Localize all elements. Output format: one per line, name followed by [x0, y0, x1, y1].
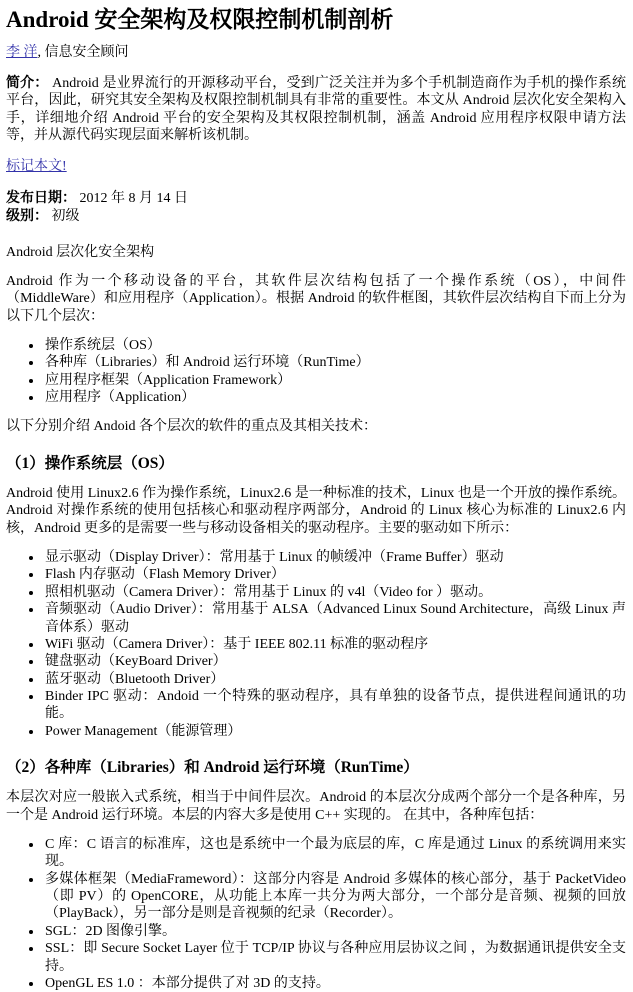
heading-libraries-runtime: （2）各种库（Libraries）和 Android 运行环境（RunTime） [6, 759, 419, 777]
os-paragraph: Android 使用 Linux2.6 作为操作系统，Linux2.6 是一种标准的技术，Linux 也是一个开放的操作系统。Android 对操作系统的使用包括核心和驱动程序两部分，Android 的 Linux 核心为标准的 Linux2.6 内核，Android 更多的是需要一些与移动设备相关的驱动程序。主要的驱动如下所示： [6, 486, 626, 536]
byline [6, 44, 626, 61]
list-item: • 各种库（Libraries）和 Android 运行环境（RunTime） [43, 354, 626, 371]
list-item: • WiFi 驱动（Camera Driver）：基于 IEEE 802.11 标准的驱动程序 [43, 636, 626, 653]
libs-paragraph: 本层次对应一般嵌入式系统，相当于中间件层次。Android 的本层次分成两个部分一个是各种库，另一个是 Android 运行环境。本层的内容大多是使用 C++ 实现的。 在其中，各种库包括： [6, 790, 626, 823]
list-item: • OpenGL ES 1.0 ：本部分提供了对 3D 的支持。 [43, 975, 626, 992]
list-item: • 操作系统层（OS） [43, 337, 626, 354]
layers-outro: 以下分别介绍 Andoid 各个层次的软件的重点及其相关技术： [6, 419, 377, 435]
heading-os-layer: （1）操作系统层（OS） [6, 454, 174, 472]
abstract-label: 简介： [6, 75, 49, 91]
list-item: • Power Management（能源管理） [43, 723, 626, 740]
list-item: • SGL：2D 图像引擎。 [43, 923, 626, 940]
list-item: • Binder IPC 驱动：Andoid 一个特殊的驱动程序，具有单独的设备节点，提供进程间通讯的功能。 [43, 688, 626, 723]
bookmark-link[interactable]: 标记本文! [6, 159, 67, 175]
list-item: • 蓝牙驱动（Bluetooth Driver） [43, 671, 626, 688]
page-title: Android 安全架构及权限控制机制剖析 [6, 7, 394, 32]
abstract [6, 75, 626, 144]
author-link[interactable]: 李 洋 [6, 44, 38, 60]
level-value: 初级 [51, 208, 80, 224]
driver-list [6, 549, 626, 740]
list-item: • 应用程序框架（Application Framework） [43, 372, 626, 389]
library-list [6, 836, 626, 992]
list-item: • SSL：即 Secure Socket Layer 位于 TCP/IP 协议与各种应用层协议之间 ，为数据通讯提供安全支持。 [43, 940, 626, 975]
list-item: • 应用程序（Application） [43, 389, 626, 406]
layer-list [6, 337, 626, 406]
level-label: 级别： [6, 208, 48, 224]
article-meta [6, 190, 626, 226]
bookmark-line [6, 158, 626, 175]
list-item: • 多媒体框架（MediaFrameword）：这部分内容是 Android 多媒体的核心部分，基于 PacketVideo（即 PV）的 OpenCORE，从功能上本库一共分为两大部分，一个部分是音频、视频的回放（PlayBack），另一部分是则是音视频的纪录（Recorder）。 [43, 871, 626, 923]
list-item: • 音频驱动（Audio Driver）：常用基于 ALSA（Advanced Linux Sound Architecture，高级 Linux 声音体系）驱动 [43, 601, 626, 636]
publish-date-value: 2012 年 8 月 14 日 [79, 190, 188, 206]
section-arch-title: Android 层次化安全架构 [6, 244, 155, 260]
list-item: • C 库：C 语言的标准库，这也是系统中一个最为底层的库，C 库是通过 Linux 的系统调用来实现。 [43, 836, 626, 871]
list-item: • 显示驱动（Display Driver）：常用基于 Linux 的帧缓冲（Frame Buffer）驱动 [43, 549, 626, 566]
arch-paragraph: Android 作为一个移动设备的平台，其软件层次结构包括了一个操作系统（OS），中间件（MiddleWare）和应用程序（Application）。根据 Android 的软件框图，其软件层次结构自下而上分为以下几个层次： [6, 273, 626, 324]
list-item: • 照相机驱动（Camera Driver）：常用基于 Linux 的 v4l（Video for ）驱动。 [43, 584, 626, 601]
list-item: • 键盘驱动（KeyBoard Driver） [43, 653, 626, 670]
author-role: , 信息安全顾问 [37, 44, 129, 60]
publish-date-label: 发布日期： [6, 190, 76, 206]
abstract-text: Android 是业界流行的开源移动平台，受到广泛关注并为多个手机制造商作为手机的操作系统平台，因此，研究其安全架构及权限控制机制具有非常的重要性。本文从 Android 层次化安全架构入手，详细地介绍 Android 平台的安全架构及其权限控制机制，涵盖 Android 应用程序权限申请方法等，并从源代码实现层面来解析该机制。 [6, 75, 626, 144]
list-item: • Flash 内存驱动（Flash Memory Driver） [43, 566, 626, 583]
